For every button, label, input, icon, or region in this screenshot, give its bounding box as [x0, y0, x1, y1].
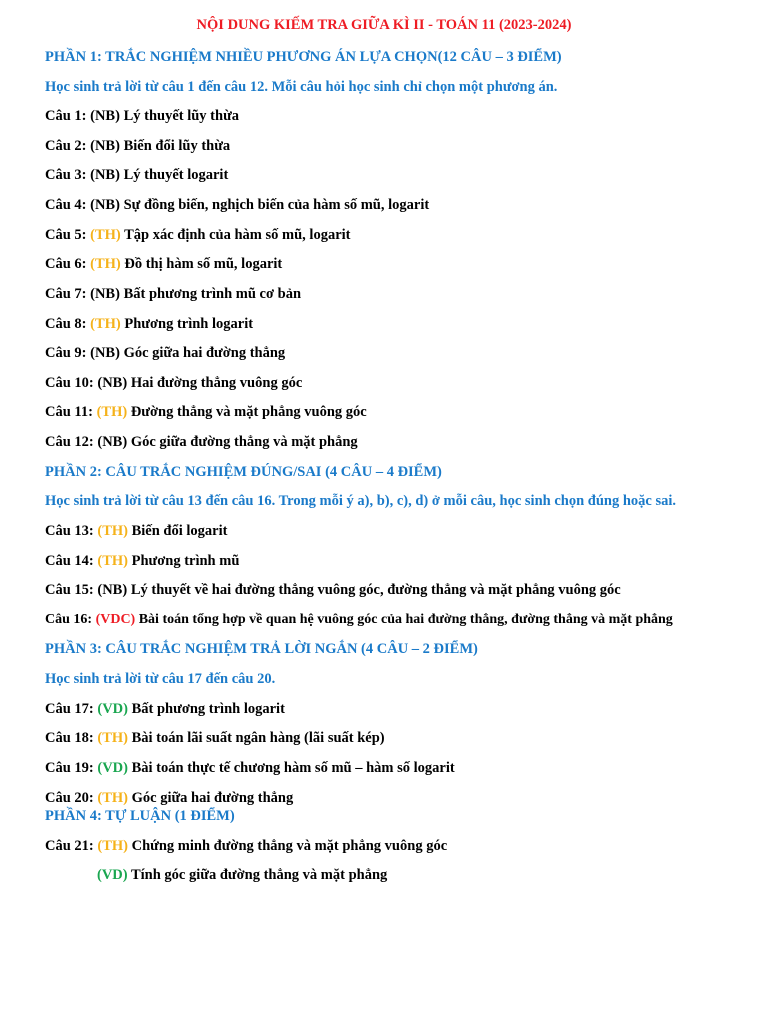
level-tag: (VDC)	[95, 612, 136, 627]
question-row	[45, 344, 285, 362]
question-row	[45, 403, 367, 421]
question-topic: Chứng minh đường thẳng và mặt phẳng vuông góc	[127, 838, 448, 854]
question-number: Câu 10:	[45, 375, 98, 391]
level-tag: (NB)	[90, 167, 120, 183]
level-tag: (TH)	[97, 838, 128, 854]
question-number: Câu 11:	[45, 404, 97, 420]
question-number: Câu 18:	[45, 730, 98, 746]
question-topic: Biến đổi lũy thừa	[119, 138, 231, 154]
level-tag: (TH)	[96, 404, 128, 420]
part3-heading: PHẦN 3: CÂU TRẮC NGHIỆM TRẢ LỜI NGẮN (4 CÂU – 2 ĐIỂM)	[45, 641, 478, 657]
question-number: Câu 6:	[45, 256, 91, 272]
level-tag: (NB)	[90, 108, 120, 124]
question-row	[45, 196, 429, 214]
question-row	[45, 837, 447, 855]
question-row	[45, 433, 358, 451]
question-number: Câu 1:	[45, 108, 91, 124]
level-tag: (NB)	[97, 375, 128, 391]
question-topic: Bài toán thực tế chương hàm số mũ – hàm số logarit	[127, 760, 455, 776]
question-topic: Biến đổi logarit	[127, 523, 228, 539]
question-number: Câu 19:	[45, 760, 98, 776]
question-topic: Phương trình mũ	[127, 553, 240, 569]
question-row	[45, 759, 455, 777]
question-row	[45, 700, 285, 718]
question-topic: Tính góc giữa đường thẳng và mặt phẳng	[127, 867, 388, 883]
level-tag: (NB)	[97, 582, 128, 598]
question-topic: Góc giữa đường thẳng và mặt phẳng	[127, 434, 358, 450]
question-topic: Tập xác định của hàm số mũ, logarit	[120, 227, 351, 243]
question-topic: Lý thuyết logarit	[119, 167, 229, 183]
question-row	[45, 581, 621, 599]
question-row	[45, 137, 230, 155]
level-tag: (TH)	[97, 523, 128, 539]
level-tag: (TH)	[90, 316, 121, 332]
level-tag: (NB)	[97, 434, 128, 450]
question-number: Câu 20:	[45, 790, 98, 806]
question-topic: Lý thuyết về hai đường thẳng vuông góc, đường thẳng và mặt phẳng vuông góc	[127, 582, 621, 598]
part1-heading: PHẦN 1: TRẮC NGHIỆM NHIỀU PHƯƠNG ÁN LỰA CHỌN(12 CÂU – 3 ĐIỂM)	[45, 49, 562, 65]
question-row	[45, 374, 302, 392]
question-topic: Lý thuyết lũy thừa	[119, 108, 240, 124]
question-row	[45, 285, 301, 303]
question-topic: Bài toán tổng hợp về quan hệ vuông góc của hai đường thẳng, đường thẳng và mặt phẳng	[135, 612, 673, 627]
question-row	[45, 107, 239, 125]
question-row	[45, 611, 673, 629]
question-number: Câu 7:	[45, 286, 91, 302]
question-number: Câu 14:	[45, 553, 98, 569]
level-tag: (NB)	[90, 138, 120, 154]
level-tag: (TH)	[97, 553, 128, 569]
question-topic: Bất phương trình mũ cơ bản	[119, 286, 302, 302]
level-tag: (NB)	[90, 345, 120, 361]
question-row	[45, 522, 227, 540]
page-title: NỘI DUNG KIẾM TRA GIỮA KÌ II - TOÁN 11 (2023-2024)	[196, 17, 572, 33]
question-number: Câu 17:	[45, 701, 98, 717]
part2-heading: PHẦN 2: CÂU TRẮC NGHIỆM ĐÚNG/SAI (4 CÂU – 4 ĐIỂM)	[45, 464, 442, 480]
question-topic: Góc giữa hai đường thẳng	[127, 790, 294, 806]
level-tag: (TH)	[97, 730, 128, 746]
level-tag: (VD)	[97, 760, 128, 776]
question-number: Câu 3:	[45, 167, 91, 183]
level-tag: (VD)	[97, 701, 128, 717]
question-row	[45, 729, 385, 747]
question-topic: Bài toán lãi suất ngân hàng (lãi suất kép)	[127, 730, 385, 746]
question-row	[45, 315, 253, 333]
question-topic: Đường thẳng và mặt phẳng vuông góc	[127, 404, 367, 420]
question-number: Câu 4:	[45, 197, 91, 213]
question-number: Câu 13:	[45, 523, 98, 539]
question-topic: Bất phương trình logarit	[127, 701, 285, 717]
question-row	[97, 866, 387, 884]
question-number: Câu 12:	[45, 434, 98, 450]
level-tag: (TH)	[90, 256, 121, 272]
part2-instruction: Học sinh trả lời từ câu 13 đến câu 16. Trong mỗi ý a), b), c), d) ở mỗi câu, học sinh chọn đúng hoặc sai.	[45, 493, 677, 509]
level-tag: (NB)	[90, 197, 120, 213]
question-topic: Đồ thị hàm số mũ, logarit	[120, 256, 283, 272]
question-topic: Góc giữa hai đường thẳng	[119, 345, 286, 361]
question-row	[45, 552, 239, 570]
level-tag: (TH)	[90, 227, 121, 243]
part4-heading: PHẦN 4: TỰ LUẬN (1 ĐIỂM)	[45, 808, 235, 824]
question-topic: Sự đồng biến, nghịch biến của hàm số mũ, logarit	[119, 197, 430, 213]
question-number: Câu 16:	[45, 612, 96, 627]
question-topic: Hai đường thẳng vuông góc	[127, 375, 303, 391]
question-number: Câu 2:	[45, 138, 91, 154]
question-row	[45, 789, 293, 807]
question-row	[45, 166, 228, 184]
question-number: Câu 15:	[45, 582, 98, 598]
part1-instruction: Học sinh trả lời từ câu 1 đến câu 12. Mỗi câu hỏi học sinh chỉ chọn một phương án.	[45, 79, 558, 95]
part3-instruction: Học sinh trả lời từ câu 17 đến câu 20.	[45, 671, 276, 687]
level-tag: (NB)	[90, 286, 120, 302]
question-row	[45, 255, 282, 273]
question-topic: Phương trình logarit	[120, 316, 254, 332]
question-number: Câu 8:	[45, 316, 91, 332]
question-row	[45, 226, 351, 244]
level-tag: (TH)	[97, 790, 128, 806]
question-number: Câu 21:	[45, 838, 98, 854]
level-tag: (VD)	[97, 867, 128, 883]
question-number: Câu 9:	[45, 345, 91, 361]
question-number: Câu 5:	[45, 227, 91, 243]
